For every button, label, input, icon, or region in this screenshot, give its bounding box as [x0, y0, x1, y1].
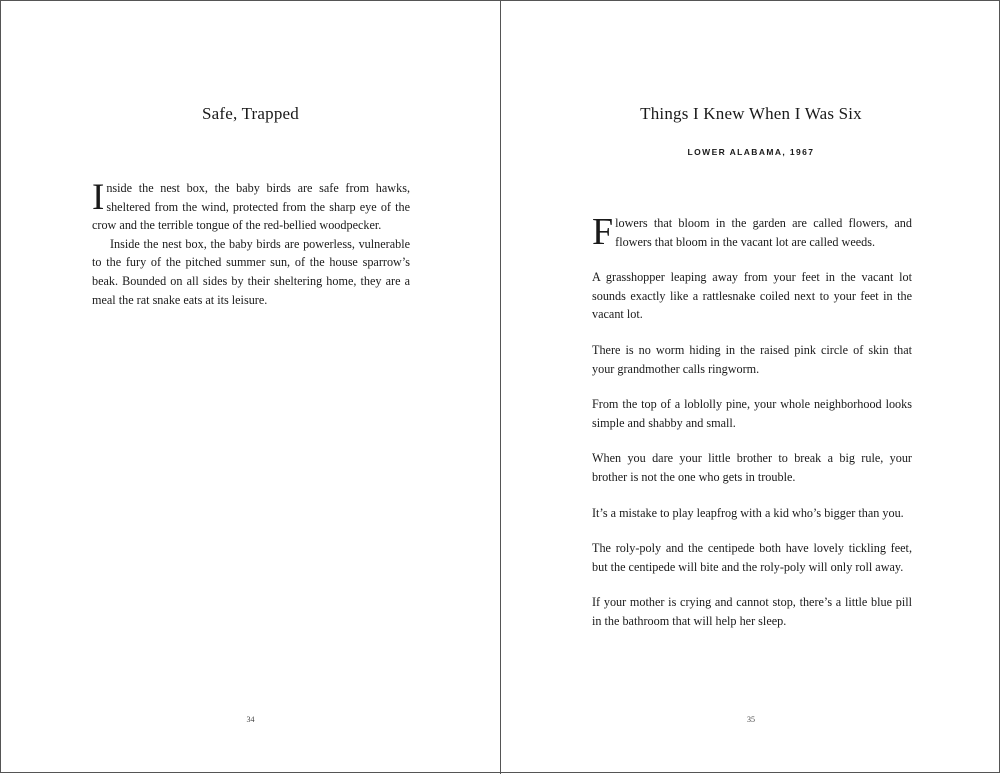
left-page-number: 34: [246, 715, 255, 724]
right-paragraph-4: From the top of a loblolly pine, your whole neighborhood looks simple and shabby and small.: [592, 397, 912, 430]
right-page-number: 35: [747, 715, 755, 724]
right-paragraph-5: When you dare your little brother to break a big rule, your brother is not the one who gets in trouble.: [592, 451, 912, 484]
right-page-title: Things I Knew When I Was Six: [640, 104, 862, 123]
right-paragraph-8: If your mother is crying and cannot stop, there’s a little blue pill in the bathroom that will help her sleep.: [592, 595, 912, 628]
left-paragraph-2: Inside the nest box, the baby birds are powerless, vulnerable to the fury of the pitched summer sun, of the house sparrow’s beak. Bounded on all sides by their sheltering home, they are a meal the rat snake eats at its leisure.: [92, 236, 410, 307]
left-paragraph-1: [92, 179, 410, 235]
right-paragraph-3: There is no worm hiding in the raised pink circle of skin that your grandmother calls ringworm.: [592, 342, 912, 376]
right-paragraph-2: A grasshopper leaping away from your feet in the vacant lot sounds exactly like a rattlesnake coiled next to your feet in the vacant lot.: [592, 270, 912, 322]
right-page: [501, 1, 1000, 774]
right-paragraph-7: The roly-poly and the centipede both have lovely tickling feet, but the centipede will bite and the roly-poly will only roll away.: [592, 541, 912, 574]
right-paragraph-1-text: lowers that bloom in the garden are called flowers, and flowers that bloom in the vacant lot are called weeds.: [615, 216, 912, 249]
left-page: [1, 1, 500, 774]
right-page-body: [592, 211, 912, 631]
left-dropcap: I: [92, 177, 105, 218]
right-dropcap: F: [592, 211, 614, 253]
left-paragraph-1-text: nside the nest box, the baby birds are safe from hawks, sheltered from the wind, protected from the sharp eye of the crow and the terrible tongue of the red-bellied woodpecker.: [92, 181, 410, 233]
left-page-title: Safe, Trapped: [201, 104, 300, 123]
left-page-body: [92, 179, 410, 309]
right-paragraph-1: [592, 211, 912, 253]
right-paragraph-6: It’s a mistake to play leapfrog with a kid who’s bigger than you.: [592, 505, 904, 520]
right-page-subtitle: LOWER ALABAMA, 1967: [687, 147, 815, 157]
